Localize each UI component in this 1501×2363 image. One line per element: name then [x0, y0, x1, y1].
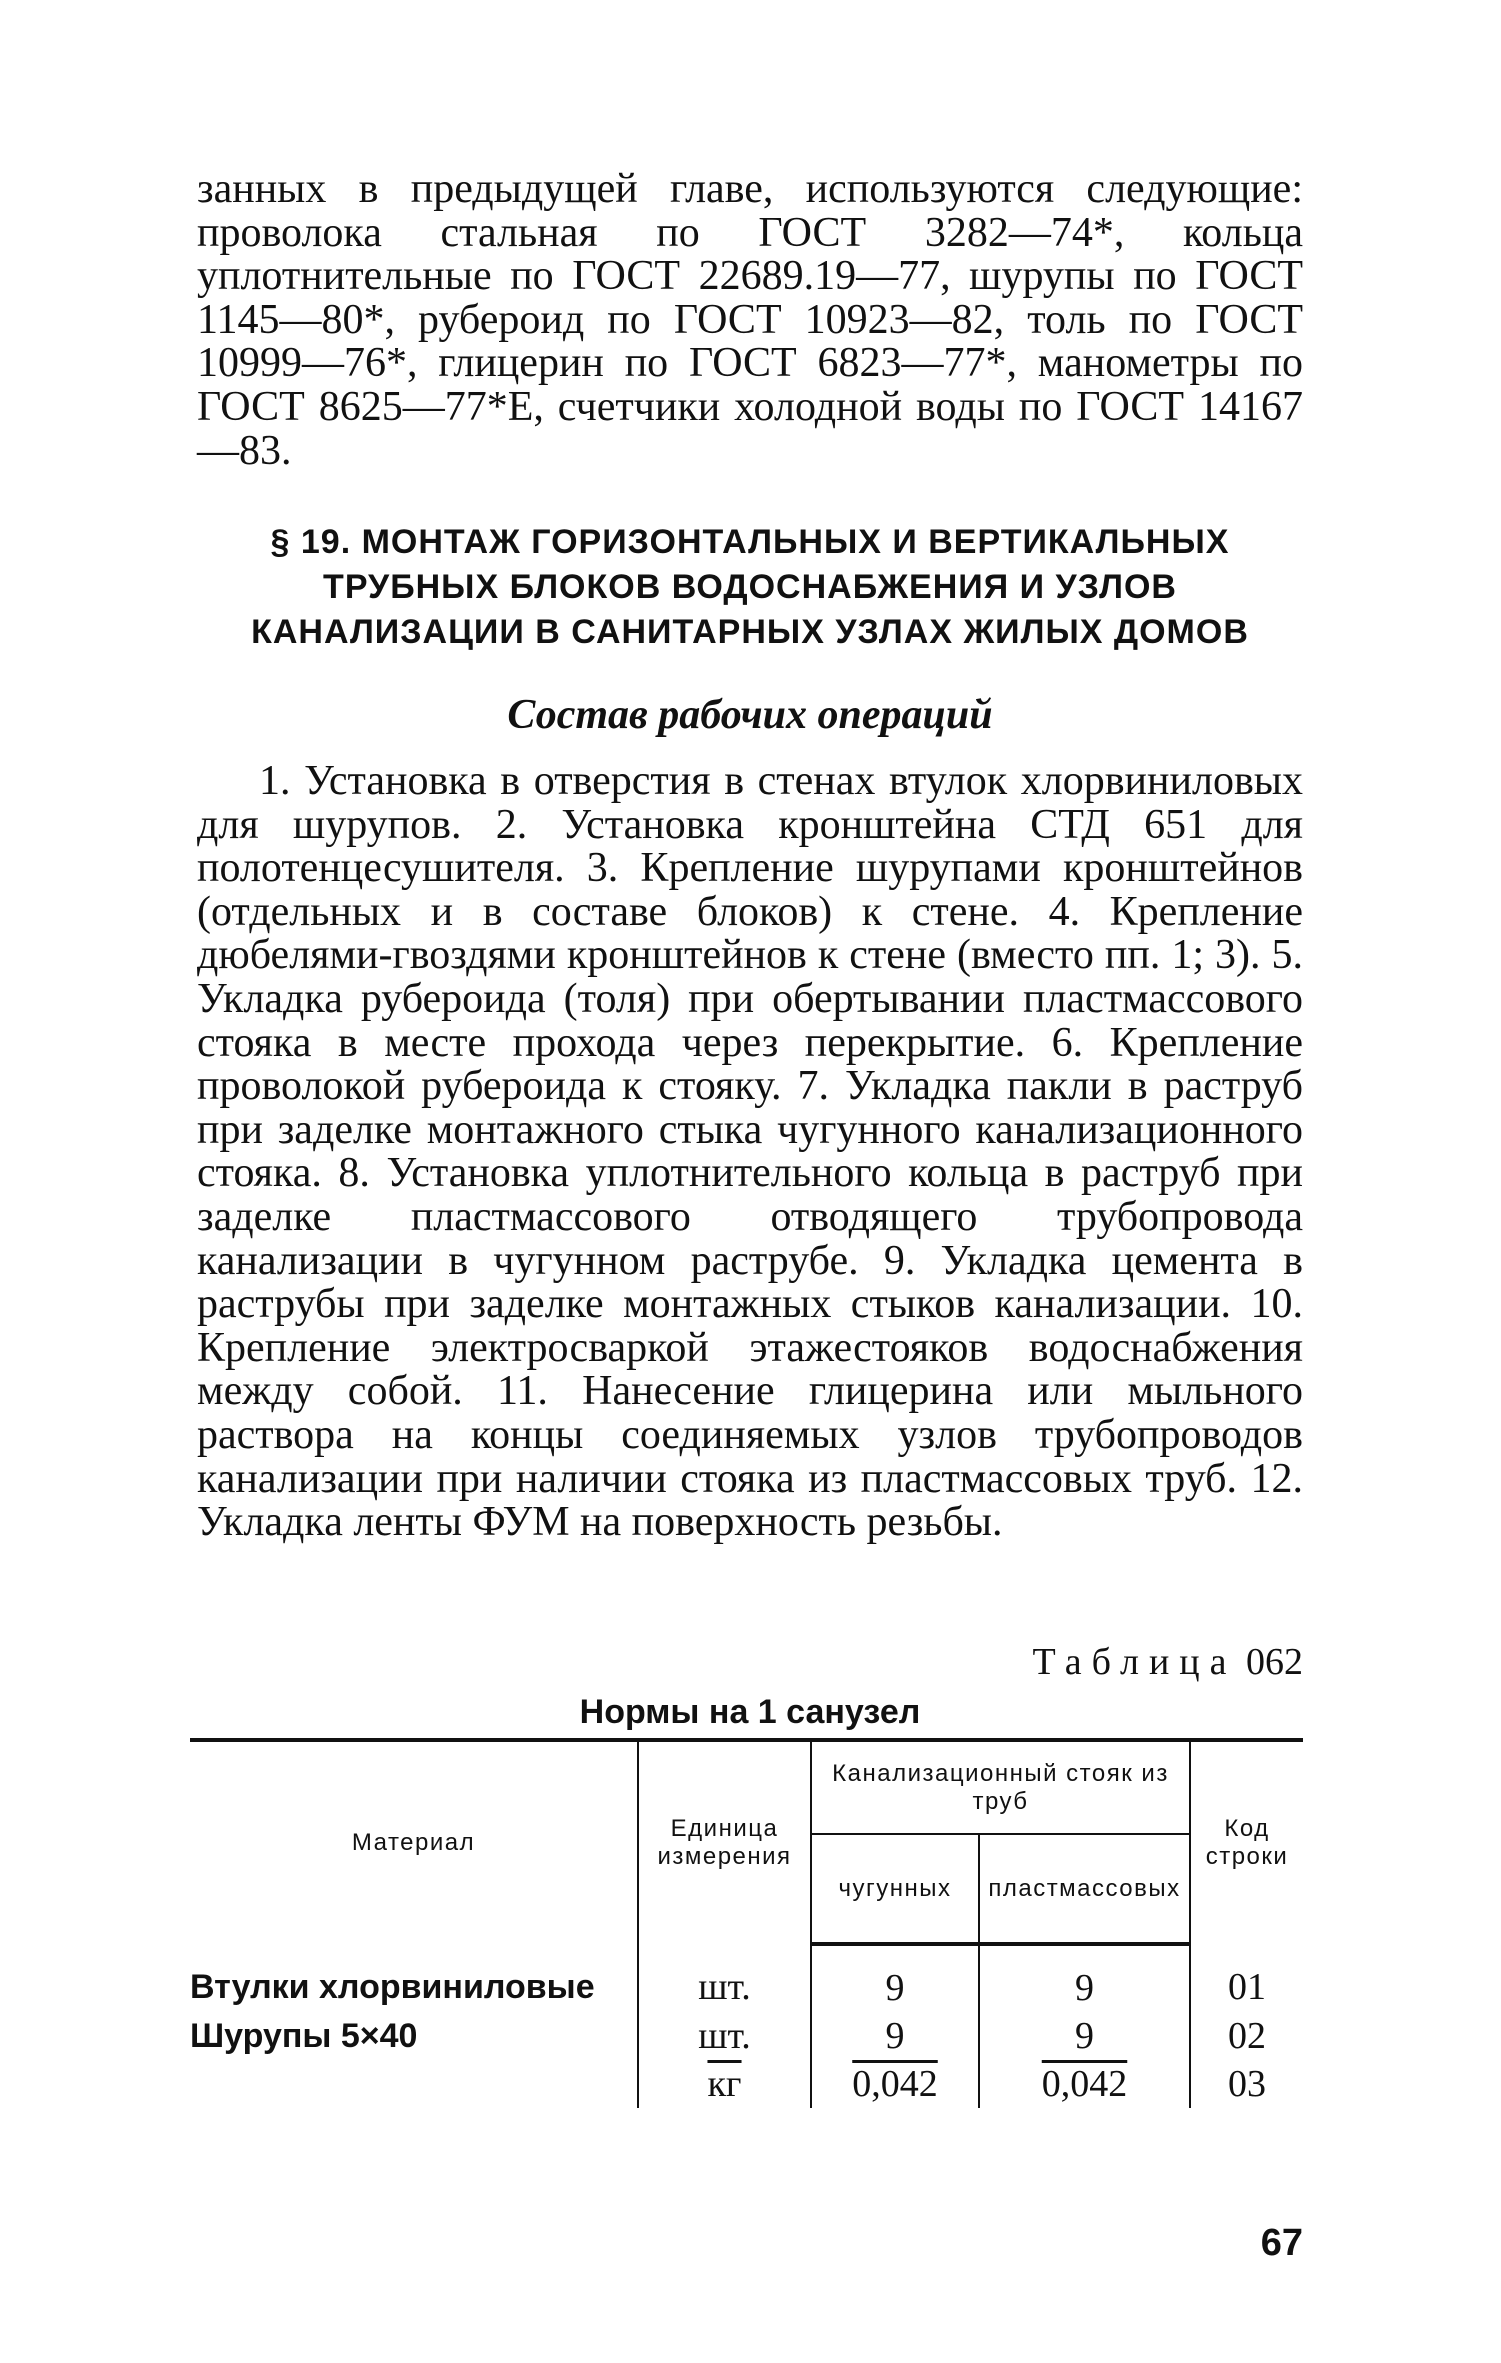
- table-caption: Нормы на 1 санузел: [579, 1693, 921, 1731]
- cell-cast-iron: 9: [811, 2012, 979, 2060]
- section-heading-line: КАНАЛИЗАЦИИ В САНИТАРНЫХ УЗЛАХ ЖИЛЫХ ДОМОВ: [251, 613, 1249, 651]
- table-number: [1032, 1640, 1303, 1684]
- cell-code: 01: [1190, 1944, 1303, 2012]
- section-heading-line: § 19. МОНТАЖ ГОРИЗОНТАЛЬНЫХ И ВЕРТИКАЛЬНЫХ: [270, 523, 1230, 561]
- table-number-value: 062: [1246, 1641, 1303, 1683]
- cell-plastic: 9: [979, 2012, 1190, 2060]
- norms-table-container: [190, 1738, 1303, 2108]
- cell-material: [190, 2060, 638, 2108]
- intro-paragraph: занных в предыдущей главе, используются следующие: проволока стальная по ГОСТ 3282—74*, кольца уплотнительные по ГОСТ 22689.19—77, шурупы по ГОСТ 1145—80*, рубероид по ГОСТ 10923—82, толь по ГОСТ 10999—76*, глицерин по ГОСТ 6823—77*, манометры по ГОСТ 8625—77*Е, счетчики холодной воды по ГОСТ 14167—83.: [197, 166, 1303, 474]
- header-material: Материал: [190, 1740, 638, 1944]
- header-unit: Единица измерения: [638, 1740, 811, 1944]
- table-row: [190, 1944, 1303, 2012]
- table-label: Таблица: [1032, 1641, 1237, 1683]
- norms-table: [190, 1738, 1303, 2108]
- header-cast-iron: чугунных: [811, 1834, 979, 1944]
- cell-unit: шт.: [638, 1944, 811, 2012]
- section-heading: [197, 520, 1303, 655]
- cell-cast-iron: 0,042: [811, 2060, 979, 2108]
- table-row: [190, 2060, 1303, 2108]
- cell-material: Шурупы 5×40: [190, 2017, 418, 2055]
- table-row: [190, 2012, 1303, 2060]
- cell-cast-iron: 9: [811, 1944, 979, 2012]
- cell-unit: шт.: [638, 2012, 811, 2060]
- section-heading-line: ТРУБНЫХ БЛОКОВ ВОДОСНАБЖЕНИЯ И УЗЛОВ: [323, 568, 1177, 606]
- cell-plastic: 9: [979, 1944, 1190, 2012]
- header-plastic: пластмассовых: [979, 1834, 1190, 1944]
- operations-paragraph: 1. Установка в отверстия в стенах втулок хлорвиниловых для шурупов. 2. Установка кронштейна СТД 651 для полотенцесушителя. 3. Крепление шурупами кронштейнов (отдельных и в составе блоков) к стене. 4. Крепление дюбелями-гвоздями кронштейнов к стене (вместо пп. 1; 3). 5. Укладка рубероида (толя) при обертывании пластмассового стояка в месте прохода через перекрытие. 6. Крепление проволокой рубероида к стояку. 7. Укладка пакли в раструб при заделке монтажного стыка чугунного канализационного стояка. 8. Установка уплотнительного кольца в раструб при заделке пластмассового отводящего трубопровода канализации в чугунном раструбе. 9. Укладка цемента в раструбы при заделке монтажных стыков канализации. 10. Крепление электросваркой этажестояков водоснабжения между собой. 11. Нанесение глицерина или мыльного раствора на концы соединяемых узлов трубопроводов канализации при наличии стояка из пластмассовых труб. 12. Укладка ленты ФУМ на поверхность резьбы.: [197, 758, 1303, 1546]
- cell-plastic: 0,042: [979, 2060, 1190, 2108]
- header-row-code: Код строки: [1190, 1740, 1303, 1944]
- page-number: 67: [1260, 2222, 1303, 2264]
- section-subheading: Состав рабочих операций: [507, 692, 993, 738]
- header-sewer-riser: Канализационный стояк из труб: [811, 1740, 1190, 1834]
- cell-code: 03: [1190, 2060, 1303, 2108]
- cell-code: 02: [1190, 2012, 1303, 2060]
- cell-material: Втулки хлорвиниловые: [190, 1968, 595, 2006]
- cell-unit: кг: [638, 2060, 811, 2108]
